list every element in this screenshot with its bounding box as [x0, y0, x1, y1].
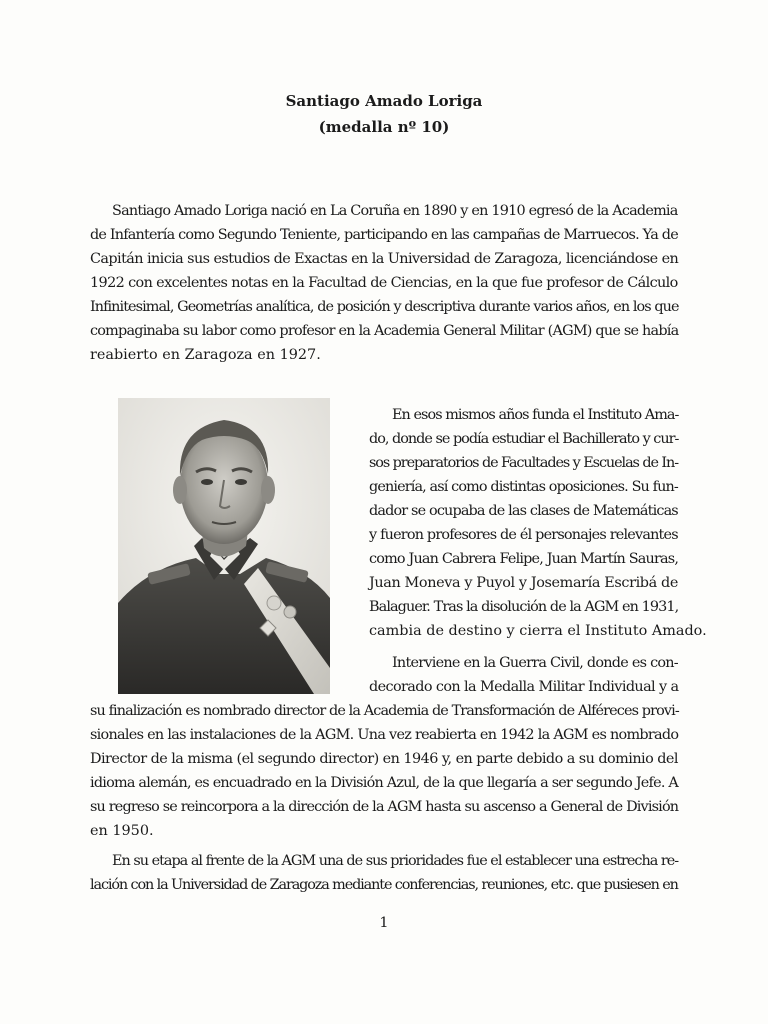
body-line: geniería, así como distintas oposiciones. Su fun-	[369, 479, 678, 495]
body-line: Balaguer. Tras la disolución de la AGM en 1931,	[369, 599, 679, 615]
body-line: lación con la Universidad de Zaragoza mediante conferencias, reuniones, etc. que pusiesen en	[90, 877, 678, 893]
page-number: 1	[379, 915, 389, 931]
body-line: En su etapa al frente de la AGM una de sus prioridades fue el establecer una estrecha re-	[112, 853, 679, 869]
body-line: Interviene en la Guerra Civil, donde es con-	[392, 655, 678, 671]
page-subtitle: (medalla nº 10)	[318, 118, 450, 136]
body-line: decorado con la Medalla Militar Individual y a	[369, 679, 679, 695]
body-line: reabierto en Zaragoza en 1927.	[90, 347, 321, 363]
body-line: dador se ocupaba de las clases de Matemáticas	[369, 503, 678, 519]
body-line: do, donde se podía estudiar el Bachillerato y cur-	[369, 431, 679, 447]
body-line: en 1950.	[90, 823, 154, 839]
body-line: idioma alemán, es encuadrado en la División Azul, de la que llegaría a ser segundo Jefe. A	[90, 775, 679, 791]
body-line: como Juan Cabrera Felipe, Juan Martín Sauras,	[369, 551, 679, 567]
body-line: compaginaba su labor como profesor en la Academia General Militar (AGM) que se había	[90, 323, 679, 339]
body-line: Director de la misma (el segundo director) en 1946 y, en parte debido a su dominio del	[90, 751, 678, 767]
body-line: su regreso se reincorpora a la dirección de la AGM hasta su ascenso a General de División	[90, 799, 679, 815]
body-line: Santiago Amado Loriga nació en La Coruña en 1890 y en 1910 egresó de la Academia	[112, 203, 678, 219]
body-line: sionales en las instalaciones de la AGM. Una vez reabierta en 1942 la AGM es nombrado	[90, 727, 679, 743]
body-line: 1922 con excelentes notas en la Facultad de Ciencias, en la que fue profesor de Cálculo	[90, 275, 678, 291]
body-line: cambia de destino y cierra el Instituto Amado.	[369, 623, 707, 639]
body-line: Infinitesimal, Geometrías analítica, de posición y descriptiva durante varios años, en los que	[90, 299, 679, 315]
body-line: Juan Moneva y Puyol y Josemaría Escribá de	[369, 575, 678, 591]
body-line: de Infantería como Segundo Teniente, participando en las campañas de Marruecos. Ya de	[90, 227, 678, 243]
body-line: Capitán inicia sus estudios de Exactas en la Universidad de Zaragoza, licenciándose en	[90, 251, 679, 267]
body-line: En esos mismos años funda el Instituto Ama-	[392, 407, 679, 423]
portrait-photo	[118, 398, 330, 694]
body-line: y fueron profesores de él personajes relevantes	[369, 527, 678, 543]
page-title: Santiago Amado Loriga	[285, 92, 483, 110]
body-line: sos preparatorios de Facultades y Escuelas de In-	[369, 455, 678, 471]
body-line: su finalización es nombrado director de la Academia de Transformación de Alféreces provi-	[90, 703, 679, 719]
